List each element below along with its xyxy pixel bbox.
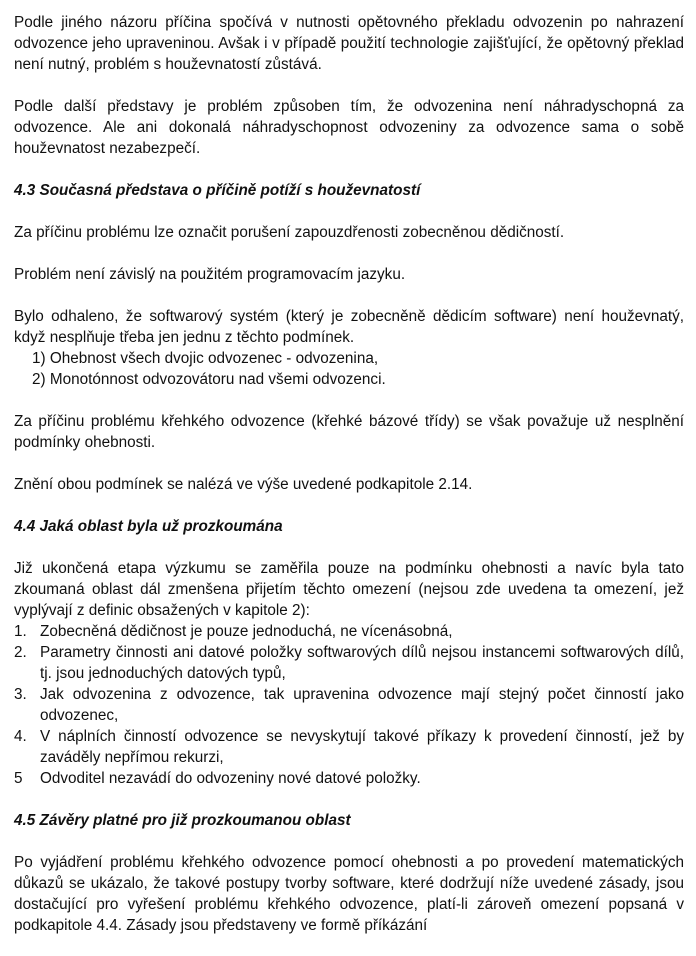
paragraph-1: Podle jiného názoru příčina spočívá v nutnosti opětovného překladu odvozenin po nahrazení odvozence jeho upraveninou. Avšak i v případě použití technologie zajišťující, že opětovný překlad není nutný, problém s houževnatostí zůstává.: [14, 14, 684, 73]
list-number: 1.: [14, 623, 27, 640]
paragraph-2: Podle další představy je problém způsoben tím, že odvozenina není náhradyschopná za odvozence. Ale ani dokonalá náhradyschopnost odvozeniny za odvozence sama o sobě houževnatost nezabezpečí.: [14, 98, 684, 157]
list-text: Jak odvozenina z odvozence, tak upravenina odvozence mají stejný počet činností jako odvozenec,: [40, 686, 684, 724]
heading-4-4: 4.4 Jaká oblast byla už prozkoumána: [14, 518, 283, 535]
list-number: 2.: [14, 644, 27, 661]
condition-1: 1) Ohebnost všech dvojic odvozenec - odvozenina,: [32, 350, 379, 367]
paragraph-7: Znění obou podmínek se nalézá ve výše uvedené podkapitole 2.14.: [14, 476, 473, 493]
list-number: 4.: [14, 728, 27, 745]
heading-4-3: 4.3 Současná představa o příčině potíží s houževnatostí: [14, 182, 421, 199]
list-text: Zobecněná dědičnost je pouze jednoduchá, ne vícenásobná,: [40, 623, 453, 640]
list-number: 3.: [14, 686, 27, 703]
paragraph-4: Problém není závislý na použitém programovacím jazyku.: [14, 266, 406, 283]
paragraph-8: Již ukončená etapa výzkumu se zaměřila pouze na podmínku ohebnosti a navíc byla tato zkoumaná oblast dál zmenšena přijetím těchto omezení (nejsou zde uvedena ta omezení, jež vyplývají z definic obsažených v kapitole 2):: [14, 560, 684, 619]
heading-4-5: 4.5 Závěry platné pro již prozkoumanou oblast: [14, 812, 351, 829]
document-page: [14, 12, 684, 936]
paragraph-9: Po vyjádření problému křehkého odvozence pomocí ohebnosti a po provedení matematických důkazů se ukázalo, že takové postupy tvorby software, které dodržují níže uvedené zásady, jsou dostačující pro vyřešení problému křehkého odvozence, platí-li zároveň omezení popsaná v podkapitole 4.4. Zásady jsou představeny ve formě příkázání: [14, 854, 684, 934]
list-item: [14, 768, 684, 789]
list-text: V náplních činností odvozence se nevyskytují takové příkazy k provedení činností, jež by zaváděly nepřímou rekurzi,: [40, 728, 684, 766]
list-text: Parametry činnosti ani datové položky softwarových dílů nejsou instancemi softwarových dílů, tj. jsou jednoduchých datových typů,: [40, 644, 684, 682]
list-item: [14, 642, 684, 684]
list-number: 5: [14, 770, 23, 787]
paragraph-3: Za příčinu problému lze označit porušení zapouzdřenosti zobecněnou dědičností.: [14, 224, 565, 241]
list-item: [14, 621, 684, 642]
restrictions-list: [14, 621, 684, 789]
paragraph-6: Za příčinu problému křehkého odvozence (křehké bázové třídy) se však považuje už nesplnění podmínky ohebnosti.: [14, 413, 684, 451]
condition-2: 2) Monotónnost odvozovátoru nad všemi odvozenci.: [32, 371, 386, 388]
list-item: [14, 726, 684, 768]
list-item: [14, 684, 684, 726]
paragraph-5: Bylo odhaleno, že softwarový systém (který je zobecněně dědicím software) není houževnatý, když nesplňuje třeba jen jednu z těchto podmínek.: [14, 308, 684, 346]
list-text: Odvoditel nezavádí do odvozeniny nové datové položky.: [40, 770, 421, 787]
